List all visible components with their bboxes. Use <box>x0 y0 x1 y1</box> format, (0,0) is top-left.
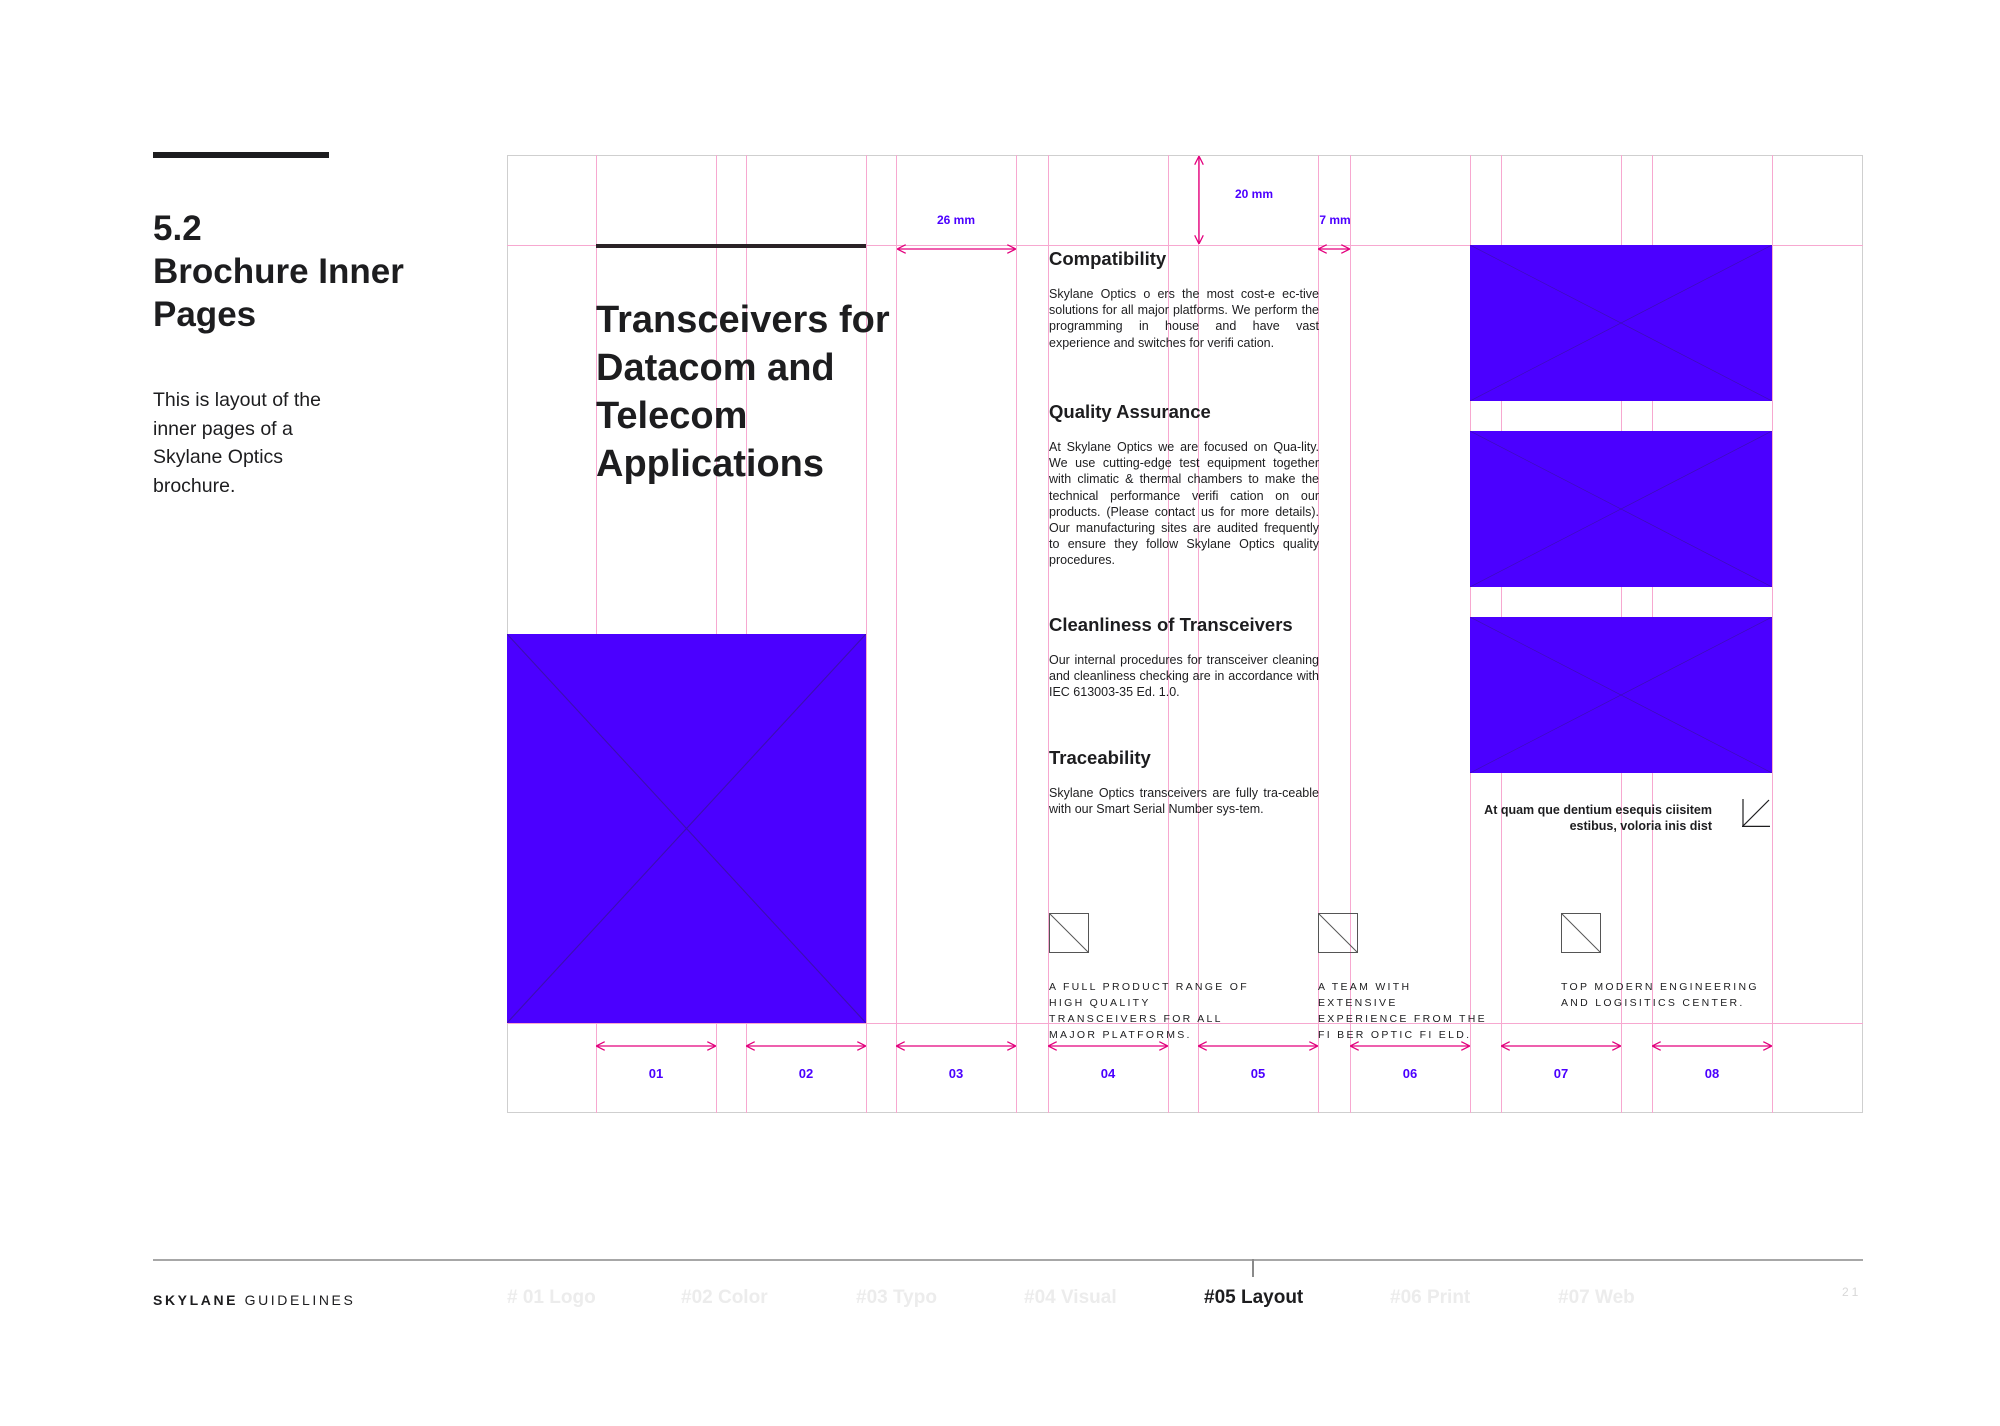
image-placeholder <box>1470 617 1772 773</box>
page-number: 21 <box>1842 1285 1862 1299</box>
nav-typo[interactable]: #03 Typo <box>856 1287 937 1308</box>
brand-name: SKYLANE <box>153 1292 239 1308</box>
column-number: 05 <box>1250 1066 1266 1081</box>
column-number: 08 <box>1704 1066 1720 1081</box>
active-section-marker <box>1252 1259 1254 1277</box>
column-number: 02 <box>798 1066 814 1081</box>
image-placeholder-icon <box>1049 913 1089 953</box>
gutter-label: 26 mm <box>936 213 976 227</box>
caption: TOP MODERN ENGINEERING AND LOGISITICS CENTER. <box>1561 981 1759 1009</box>
block-heading: Traceability <box>1049 747 1151 768</box>
section-rule <box>153 152 329 158</box>
block-body: Skylane Optics transceivers are fully tra-ceable with our Smart Serial Number sys-tem. <box>1049 786 1319 817</box>
block-body: Our internal procedures for transceiver cleaning and cleanliness checking are in accordance with IEC 613003-35 Ed. 1.0. <box>1049 653 1319 700</box>
footer-brand <box>153 1292 355 1308</box>
footer-rule <box>153 1259 1863 1261</box>
block-heading: Compatibility <box>1049 248 1167 269</box>
block-heading: Quality Assurance <box>1049 401 1211 422</box>
nav-print[interactable]: #06 Print <box>1390 1287 1471 1308</box>
section-description: This is layout of the inner pages of a Skylane Optics brochure. <box>153 389 321 497</box>
image-placeholder-large <box>507 634 866 1023</box>
section-number: 5.2 <box>153 209 202 248</box>
block-body: At Skylane Optics we are focused on Qua-lity. We use cutting-edge test equipment together with climatic & thermal chambers to make the technical performance verifi cation on our products. (Please contact us for more details). Our manufacturing sites are audited frequently to ensure they follow Skylane Optics quality procedures. <box>1049 440 1319 568</box>
block-body: Skylane Optics o ers the most cost-e ec-tive solutions for all major platforms. We perform the programming in house and have vast experience and switches for verifi cation. <box>1049 287 1319 350</box>
column-number: 06 <box>1402 1066 1418 1081</box>
image-placeholder-icon <box>1318 913 1358 953</box>
nav-web[interactable]: #07 Web <box>1558 1287 1635 1308</box>
image-placeholder <box>1470 431 1772 587</box>
callout-text: At quam que dentium esequis ciisitem estibus, voloria inis dist <box>1484 803 1712 833</box>
caption: A FULL PRODUCT RANGE OF HIGH QUALITY TRANSCEIVERS FOR ALL MAJOR PLATFORMS. <box>1049 981 1249 1041</box>
headline-rule <box>596 244 866 248</box>
brand-suffix: GUIDELINES <box>244 1292 356 1308</box>
grid-guide <box>1016 155 1017 1113</box>
nav-layout[interactable]: #05 Layout <box>1204 1287 1304 1308</box>
nav-color[interactable]: #02 Color <box>681 1287 768 1308</box>
brochure-headline: Transceivers for Datacom and Telecom Applications <box>596 299 890 485</box>
column-number: 03 <box>948 1066 964 1081</box>
image-placeholder-icon <box>1561 913 1601 953</box>
caption: A TEAM WITH EXTENSIVE EXPERIENCE FROM THE FI BER OPTIC FI ELD. <box>1318 981 1487 1041</box>
section-title: Brochure Inner Pages <box>153 252 404 334</box>
column-gap-label: 7 mm <box>1319 213 1351 227</box>
column-number: 01 <box>648 1066 664 1081</box>
nav-visual[interactable]: #04 Visual <box>1024 1287 1117 1308</box>
block-heading: Cleanliness of Transceivers <box>1049 614 1293 635</box>
column-number: 07 <box>1553 1066 1569 1081</box>
image-placeholder <box>1470 245 1772 401</box>
column-number: 04 <box>1100 1066 1116 1081</box>
arrow-icon <box>1742 799 1770 827</box>
grid-guide <box>896 155 897 1113</box>
grid-guide <box>1350 155 1351 1113</box>
top-margin-label: 20 mm <box>1234 187 1274 201</box>
nav-logo[interactable]: # 01 Logo <box>507 1287 596 1308</box>
grid-guide <box>1772 155 1773 1113</box>
